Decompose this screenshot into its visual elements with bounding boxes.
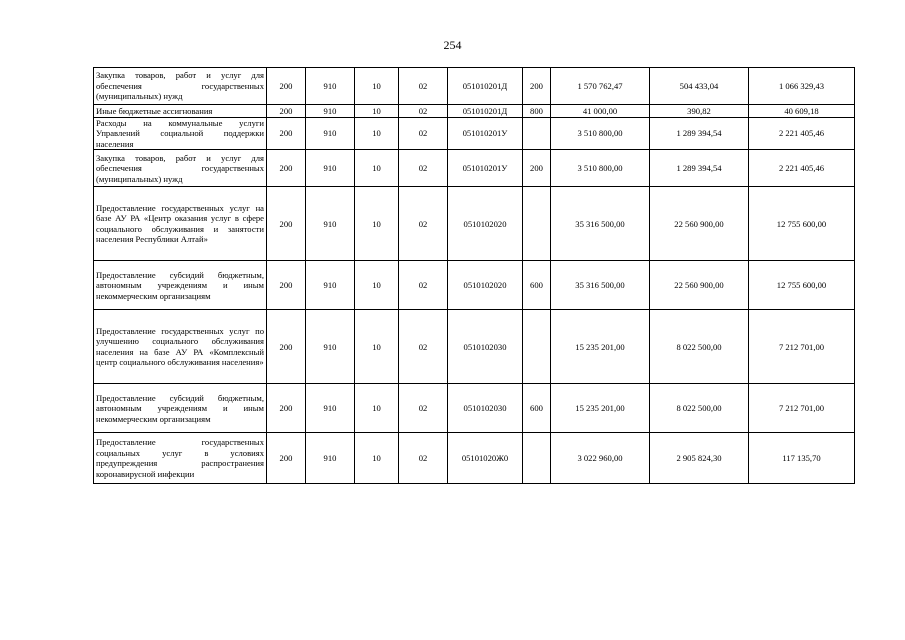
ved-code: 910 — [306, 310, 355, 384]
table-row — [94, 105, 855, 118]
row-description: Расходы на коммунальные услуги Управлений социальной поддержки населения — [94, 118, 267, 150]
ved-code: 910 — [306, 150, 355, 187]
subsection-code: 02 — [399, 105, 448, 118]
remaining-amount: 7 212 701,00 — [749, 384, 855, 433]
table-row — [94, 310, 855, 384]
expense-type-code — [523, 118, 551, 150]
ved-code: 910 — [306, 68, 355, 105]
admin-code: 200 — [267, 384, 306, 433]
table-row — [94, 118, 855, 150]
row-description: Закупка товаров, работ и услуг для обеспечения государственных (муниципальных) нужд — [94, 68, 267, 105]
subsection-code: 02 — [399, 310, 448, 384]
approved-amount: 41 000,00 — [551, 105, 650, 118]
section-code: 10 — [355, 187, 399, 261]
expense-type-code: 800 — [523, 105, 551, 118]
section-code: 10 — [355, 118, 399, 150]
table-row — [94, 261, 855, 310]
target-article-code: 0510102020 — [448, 261, 523, 310]
section-code: 10 — [355, 68, 399, 105]
ved-code: 910 — [306, 384, 355, 433]
ved-code: 910 — [306, 433, 355, 484]
remaining-amount: 2 221 405,46 — [749, 118, 855, 150]
expense-type-code — [523, 187, 551, 261]
row-description: Предоставление государственных социальных услуг в условиях предупреждения распространения коронавирусной инфекции — [94, 433, 267, 484]
table-row — [94, 187, 855, 261]
approved-amount: 3 510 800,00 — [551, 150, 650, 187]
target-article-code: 051010201Д — [448, 68, 523, 105]
remaining-amount: 12 755 600,00 — [749, 187, 855, 261]
remaining-amount: 117 135,70 — [749, 433, 855, 484]
table-row — [94, 68, 855, 105]
executed-amount: 1 289 394,54 — [650, 118, 749, 150]
admin-code: 200 — [267, 68, 306, 105]
approved-amount: 3 510 800,00 — [551, 118, 650, 150]
section-code: 10 — [355, 384, 399, 433]
ved-code: 910 — [306, 105, 355, 118]
table-row — [94, 150, 855, 187]
row-description: Закупка товаров, работ и услуг для обеспечения государственных (муниципальных) нужд — [94, 150, 267, 187]
approved-amount: 3 022 960,00 — [551, 433, 650, 484]
subsection-code: 02 — [399, 187, 448, 261]
expense-type-code: 200 — [523, 150, 551, 187]
executed-amount: 8 022 500,00 — [650, 384, 749, 433]
target-article-code: 0510102030 — [448, 384, 523, 433]
expense-type-code: 200 — [523, 68, 551, 105]
expense-type-code — [523, 433, 551, 484]
admin-code: 200 — [267, 261, 306, 310]
approved-amount: 15 235 201,00 — [551, 310, 650, 384]
section-code: 10 — [355, 150, 399, 187]
executed-amount: 22 560 900,00 — [650, 187, 749, 261]
row-description: Предоставление субсидий бюджетным, автономным учреждениям и иным некоммерческим организациям — [94, 384, 267, 433]
subsection-code: 02 — [399, 433, 448, 484]
admin-code: 200 — [267, 150, 306, 187]
subsection-code: 02 — [399, 118, 448, 150]
remaining-amount: 12 755 600,00 — [749, 261, 855, 310]
section-code: 10 — [355, 105, 399, 118]
section-code: 10 — [355, 261, 399, 310]
target-article-code: 051010201Д — [448, 105, 523, 118]
ved-code: 910 — [306, 261, 355, 310]
target-article-code: 0510102030 — [448, 310, 523, 384]
expense-type-code — [523, 310, 551, 384]
ved-code: 910 — [306, 118, 355, 150]
row-description: Предоставление субсидий бюджетным, автономным учреждениям и иным некоммерческим организациям — [94, 261, 267, 310]
row-description: Иные бюджетные ассигнования — [94, 105, 267, 118]
executed-amount: 2 905 824,30 — [650, 433, 749, 484]
expense-type-code: 600 — [523, 384, 551, 433]
approved-amount: 35 316 500,00 — [551, 261, 650, 310]
admin-code: 200 — [267, 105, 306, 118]
subsection-code: 02 — [399, 150, 448, 187]
remaining-amount: 7 212 701,00 — [749, 310, 855, 384]
row-description: Предоставление государственных услуг по улучшению социального обслуживания населения на базе АУ РА «Комплексный центр социального обслуживания населения» — [94, 310, 267, 384]
target-article-code: 051010201У — [448, 150, 523, 187]
executed-amount: 8 022 500,00 — [650, 310, 749, 384]
executed-amount: 390,82 — [650, 105, 749, 118]
table-body — [94, 68, 855, 484]
remaining-amount: 40 609,18 — [749, 105, 855, 118]
subsection-code: 02 — [399, 261, 448, 310]
target-article-code: 0510102020 — [448, 187, 523, 261]
budget-table — [93, 67, 855, 484]
executed-amount: 504 433,04 — [650, 68, 749, 105]
table-row — [94, 384, 855, 433]
row-description: Предоставление государственных услуг на базе АУ РА «Центр оказания услуг в сфере социального обслуживания и занятости населения Республики Алтай» — [94, 187, 267, 261]
target-article-code: 05101020Ж0 — [448, 433, 523, 484]
expense-type-code: 600 — [523, 261, 551, 310]
target-article-code: 051010201У — [448, 118, 523, 150]
section-code: 10 — [355, 310, 399, 384]
executed-amount: 1 289 394,54 — [650, 150, 749, 187]
subsection-code: 02 — [399, 384, 448, 433]
executed-amount: 22 560 900,00 — [650, 261, 749, 310]
admin-code: 200 — [267, 187, 306, 261]
admin-code: 200 — [267, 118, 306, 150]
approved-amount: 35 316 500,00 — [551, 187, 650, 261]
page-number: 254 — [443, 38, 462, 52]
approved-amount: 1 570 762,47 — [551, 68, 650, 105]
admin-code: 200 — [267, 310, 306, 384]
approved-amount: 15 235 201,00 — [551, 384, 650, 433]
table-row — [94, 433, 855, 484]
remaining-amount: 1 066 329,43 — [749, 68, 855, 105]
section-code: 10 — [355, 433, 399, 484]
ved-code: 910 — [306, 187, 355, 261]
subsection-code: 02 — [399, 68, 448, 105]
admin-code: 200 — [267, 433, 306, 484]
remaining-amount: 2 221 405,46 — [749, 150, 855, 187]
